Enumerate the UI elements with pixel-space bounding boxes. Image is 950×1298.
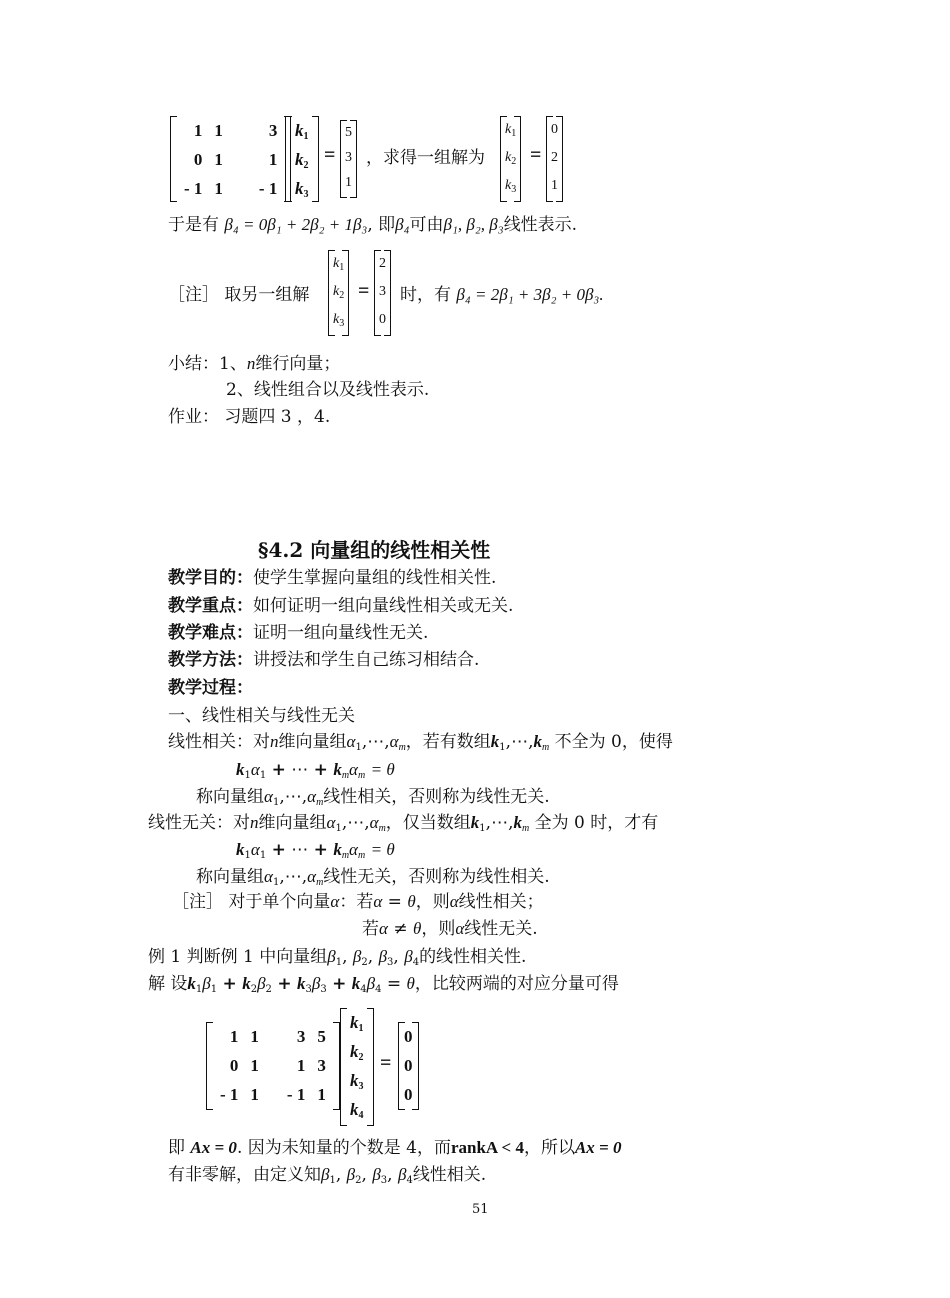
section-title: §4.2 向量组的线性相关性 bbox=[258, 538, 491, 562]
solve-text: ，求得一组解为 bbox=[366, 148, 485, 168]
vector-k-sol: $k_1$ $k_2$ $k_3$ bbox=[500, 116, 519, 200]
note2-line1: ［注］ 对于单个向量α：若α = θ，则α线性相关； bbox=[172, 892, 544, 912]
example1: 例 1 判断例 1 中向量组$\beta_1$, $\beta_2$, $\beta_3$, $\beta_4$的线性相关性. bbox=[148, 947, 527, 968]
dependence-conclusion: 称向量组$\alpha_1,\cdots,\alpha_m$线性相关，否则称为线性无关. bbox=[196, 787, 550, 808]
equals-sign-3: = bbox=[358, 280, 370, 302]
matrix-a2: 1 1 3 5 0 1 1 3 - 1 1 - 1 1 bbox=[206, 1022, 332, 1109]
part1-heading: 一、线性相关与线性无关 bbox=[168, 706, 355, 726]
solution-intro: 解 设$k_1\beta_1 + k_2\beta_2 + k_3\beta_3 + k_4\beta_4 = \theta$，比较两端的对应分量可得 bbox=[148, 974, 619, 995]
vector-note-sol: 2 3 0 bbox=[374, 250, 389, 334]
summary-1: 小结：1、n维行向量； bbox=[168, 354, 341, 374]
result-line: 于是有 β₄ = 0β₁ + 2β₂ + 1β₃, 即β₄可由β₁, β₂, β₃线性表示. bbox=[168, 215, 578, 235]
final-line-1: 即 Ax = 0. 因为未知量的个数是 4，而rankA < 4，所以Ax = 0 bbox=[168, 1138, 622, 1158]
note1-label: ［注］ 取另一组解 bbox=[168, 285, 310, 305]
goal-difficulty: 教学难点：证明一组向量线性无关. bbox=[168, 623, 429, 643]
goal-method: 教学方法：讲授法和学生自己练习相结合. bbox=[168, 650, 480, 670]
independence-conclusion: 称向量组$\alpha_1,\cdots,\alpha_m$线性无关，否则称为线性相关. bbox=[196, 867, 550, 888]
homework: 作业： 习题四 3 ，4. bbox=[168, 407, 331, 427]
equals-sign-4: = bbox=[380, 1052, 392, 1074]
independence-def: 线性无关：对n维向量组$\alpha_1,\cdots,\alpha_m$，仅当数组$k_1,\cdots,k_m$ 全为 0 时，才有 bbox=[148, 813, 659, 834]
final-line-2: 有非零解，由定义知$\beta_1$, $\beta_2$, $\beta_3$, $\beta_4$线性相关. bbox=[168, 1165, 487, 1186]
summary-2: 2、线性组合以及线性表示. bbox=[226, 380, 430, 400]
dependence-def: 线性相关：对n维向量组$\alpha_1,\cdots,\alpha_m$，若有数组$k_1,\cdots,k_m$ 不全为 0，使得 bbox=[168, 732, 673, 753]
equals-sign: = bbox=[324, 144, 336, 166]
page-number: 51 bbox=[472, 1202, 489, 1217]
goal-key: 教学重点：如何证明一组向量线性相关或无关. bbox=[168, 596, 514, 616]
vector-k-note: $k_1$ $k_2$ $k_3$ bbox=[328, 250, 347, 334]
equals-sign-2: = bbox=[530, 144, 542, 166]
goal-purpose: 教学目的：使学生掌握向量组的线性相关性. bbox=[168, 568, 497, 588]
matrix-a1: 1 1 3 0 1 1 - 1 1 - 1 bbox=[170, 116, 283, 203]
dependence-equation: $k_1\alpha_1$ + ⋯ + $k_m\alpha_m = \theta$ bbox=[236, 760, 395, 781]
vector-zero: 0 0 0 bbox=[398, 1022, 417, 1109]
independence-equation: $k_1\alpha_1$ + ⋯ + $k_m\alpha_m = \theta$ bbox=[236, 840, 395, 861]
vector-rhs: 5 3 1 bbox=[340, 120, 355, 195]
vector-k: $k_1$ $k_2$ $k_3$ bbox=[285, 116, 315, 203]
vector-k4: $k_1$ $k_2$ $k_3$ $k_4$ bbox=[340, 1008, 370, 1124]
goal-process: 教学过程： bbox=[168, 678, 253, 698]
vector-solution: 0 2 1 bbox=[546, 116, 561, 200]
note1-text: 时，有 β₄ = 2β₁ + 3β₂ + 0β₃. bbox=[400, 285, 604, 305]
note2-line2: 若α ≠ θ，则α线性无关. bbox=[362, 919, 538, 939]
